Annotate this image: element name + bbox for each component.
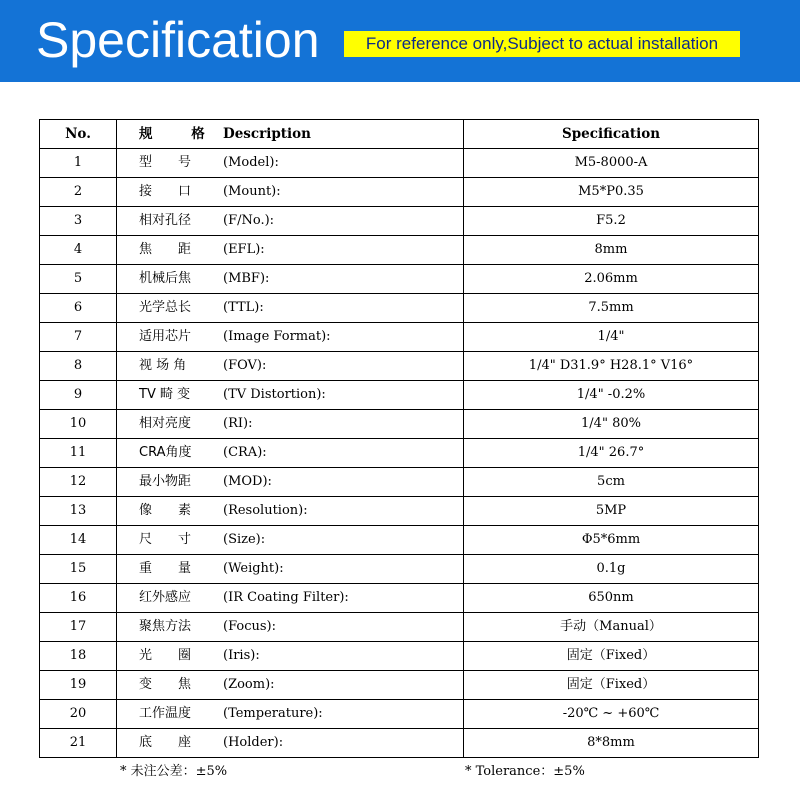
row-description xyxy=(117,410,464,439)
row-description-cn: 相对亮度 xyxy=(139,416,192,431)
row-description-en: (EFL): xyxy=(223,242,265,257)
row-description-en: (TV Distortion): xyxy=(223,387,326,402)
row-description-en: (F/No.): xyxy=(223,213,275,228)
row-description-cn: 型 号 xyxy=(139,155,192,170)
row-description-cn: 底 座 xyxy=(139,735,192,750)
row-description xyxy=(117,613,464,642)
row-description-en: (Weight): xyxy=(223,561,284,576)
row-number: 2 xyxy=(40,178,117,207)
row-spec-value: 7.5mm xyxy=(464,294,759,323)
row-description-en: (Zoom): xyxy=(223,677,275,692)
row-description-cn: 红外感应 xyxy=(139,590,192,605)
row-number: 4 xyxy=(40,236,117,265)
table-row xyxy=(40,207,759,236)
table-header-row xyxy=(40,120,759,149)
row-number: 12 xyxy=(40,468,117,497)
row-number: 6 xyxy=(40,294,117,323)
row-description xyxy=(117,497,464,526)
row-spec-value: 固定（Fixed） xyxy=(464,671,759,700)
disclaimer-badge: For reference only,Subject to actual installation xyxy=(344,31,740,57)
row-spec-value: 8*8mm xyxy=(464,729,759,758)
row-number: 14 xyxy=(40,526,117,555)
row-spec-value: M5*P0.35 xyxy=(464,178,759,207)
row-description-en: (Holder): xyxy=(223,735,284,750)
row-description-en: (MBF): xyxy=(223,271,270,286)
row-description-cn: 焦 距 xyxy=(139,242,192,257)
table-row xyxy=(40,700,759,729)
row-spec-value: 2.06mm xyxy=(464,265,759,294)
row-description-en: (Model): xyxy=(223,155,279,170)
row-description xyxy=(117,265,464,294)
row-number: 7 xyxy=(40,323,117,352)
specification-table xyxy=(39,119,759,758)
header-no: No. xyxy=(40,120,117,149)
table-row xyxy=(40,642,759,671)
row-description-cn: 聚焦方法 xyxy=(139,619,192,634)
table-row xyxy=(40,613,759,642)
table-row xyxy=(40,410,759,439)
row-description xyxy=(117,468,464,497)
row-number: 13 xyxy=(40,497,117,526)
row-description-cn: 工作温度 xyxy=(139,706,192,721)
row-description xyxy=(117,381,464,410)
row-description-en: (Temperature): xyxy=(223,706,323,721)
row-description xyxy=(117,584,464,613)
row-number: 10 xyxy=(40,410,117,439)
row-spec-value: M5-8000-A xyxy=(464,149,759,178)
row-number: 15 xyxy=(40,555,117,584)
row-description xyxy=(117,439,464,468)
row-description xyxy=(117,323,464,352)
row-spec-value: Φ5*6mm xyxy=(464,526,759,555)
row-description-en: (Iris): xyxy=(223,648,260,663)
row-number: 16 xyxy=(40,584,117,613)
row-number: 1 xyxy=(40,149,117,178)
table-row xyxy=(40,323,759,352)
row-number: 17 xyxy=(40,613,117,642)
page-title: Specification xyxy=(36,12,320,68)
row-description-en: (Focus): xyxy=(223,619,276,634)
row-description-cn: 光学总长 xyxy=(139,300,192,315)
row-description-cn: CRA角度 xyxy=(139,445,192,460)
row-description xyxy=(117,700,464,729)
header-description-cn: 规 格 xyxy=(139,126,205,142)
table-row xyxy=(40,265,759,294)
row-spec-value: 0.1g xyxy=(464,555,759,584)
row-description-en: (TTL): xyxy=(223,300,264,315)
row-description xyxy=(117,526,464,555)
row-spec-value: 1/4" xyxy=(464,323,759,352)
row-number: 8 xyxy=(40,352,117,381)
row-description-cn: 重 量 xyxy=(139,561,192,576)
row-spec-value: F5.2 xyxy=(464,207,759,236)
table-row xyxy=(40,468,759,497)
table-row xyxy=(40,352,759,381)
row-description xyxy=(117,729,464,758)
table-row xyxy=(40,671,759,700)
row-description xyxy=(117,207,464,236)
row-description xyxy=(117,555,464,584)
row-description xyxy=(117,236,464,265)
table-row xyxy=(40,236,759,265)
header-description xyxy=(117,120,464,149)
row-number: 3 xyxy=(40,207,117,236)
row-description xyxy=(117,642,464,671)
row-description-cn: 接 口 xyxy=(139,184,192,199)
row-number: 20 xyxy=(40,700,117,729)
row-description-en: (MOD): xyxy=(223,474,272,489)
table-row xyxy=(40,178,759,207)
row-description-en: (Size): xyxy=(223,532,266,547)
row-description-cn: 尺 寸 xyxy=(139,532,192,547)
row-number: 19 xyxy=(40,671,117,700)
row-description xyxy=(117,178,464,207)
row-spec-value: 手动（Manual） xyxy=(464,613,759,642)
row-description xyxy=(117,294,464,323)
row-spec-value: 固定（Fixed） xyxy=(464,642,759,671)
table-row xyxy=(40,381,759,410)
table-row xyxy=(40,729,759,758)
row-number: 11 xyxy=(40,439,117,468)
row-spec-value: 1/4" D31.9° H28.1° V16° xyxy=(464,352,759,381)
row-description-cn: 机械后焦 xyxy=(139,271,192,286)
row-description-cn: 变 焦 xyxy=(139,677,192,692)
footer-tolerance-en: * Tolerance：±5% xyxy=(465,764,585,779)
footer-tolerance-cn: * 未注公差：±5% xyxy=(120,764,228,779)
row-description-cn: TV 畸 变 xyxy=(139,387,191,402)
row-description-en: (FOV): xyxy=(223,358,267,373)
row-description-cn: 最小物距 xyxy=(139,474,192,489)
row-number: 21 xyxy=(40,729,117,758)
row-number: 18 xyxy=(40,642,117,671)
table-row xyxy=(40,555,759,584)
row-description xyxy=(117,352,464,381)
header-banner xyxy=(0,0,800,82)
row-description-en: (Resolution): xyxy=(223,503,308,518)
row-description-en: (Mount): xyxy=(223,184,281,199)
table-row xyxy=(40,584,759,613)
row-number: 9 xyxy=(40,381,117,410)
row-spec-value: 1/4" 26.7° xyxy=(464,439,759,468)
row-description-cn: 像 素 xyxy=(139,503,192,518)
header-description-en: Description xyxy=(223,126,311,142)
row-spec-value: 5MP xyxy=(464,497,759,526)
row-description xyxy=(117,671,464,700)
header-specification: Specification xyxy=(464,120,759,149)
row-description-cn: 视 场 角 xyxy=(139,358,187,373)
row-spec-value: 1/4" -0.2% xyxy=(464,381,759,410)
row-description-en: (CRA): xyxy=(223,445,267,460)
table-row xyxy=(40,526,759,555)
row-description-en: (RI): xyxy=(223,416,253,431)
table-row xyxy=(40,294,759,323)
row-description-en: (Image Format): xyxy=(223,329,331,344)
row-spec-value: 650nm xyxy=(464,584,759,613)
table-row xyxy=(40,497,759,526)
row-number: 5 xyxy=(40,265,117,294)
row-description-cn: 光 圈 xyxy=(139,648,192,663)
row-description-en: (IR Coating Filter): xyxy=(223,590,349,605)
row-description-cn: 适用芯片 xyxy=(139,329,192,344)
table-row xyxy=(40,149,759,178)
row-description xyxy=(117,149,464,178)
row-spec-value: 1/4" 80% xyxy=(464,410,759,439)
row-spec-value: 5cm xyxy=(464,468,759,497)
table-row xyxy=(40,439,759,468)
row-description-cn: 相对孔径 xyxy=(139,213,192,228)
row-spec-value: 8mm xyxy=(464,236,759,265)
row-spec-value: -20℃ ~ +60℃ xyxy=(464,700,759,729)
